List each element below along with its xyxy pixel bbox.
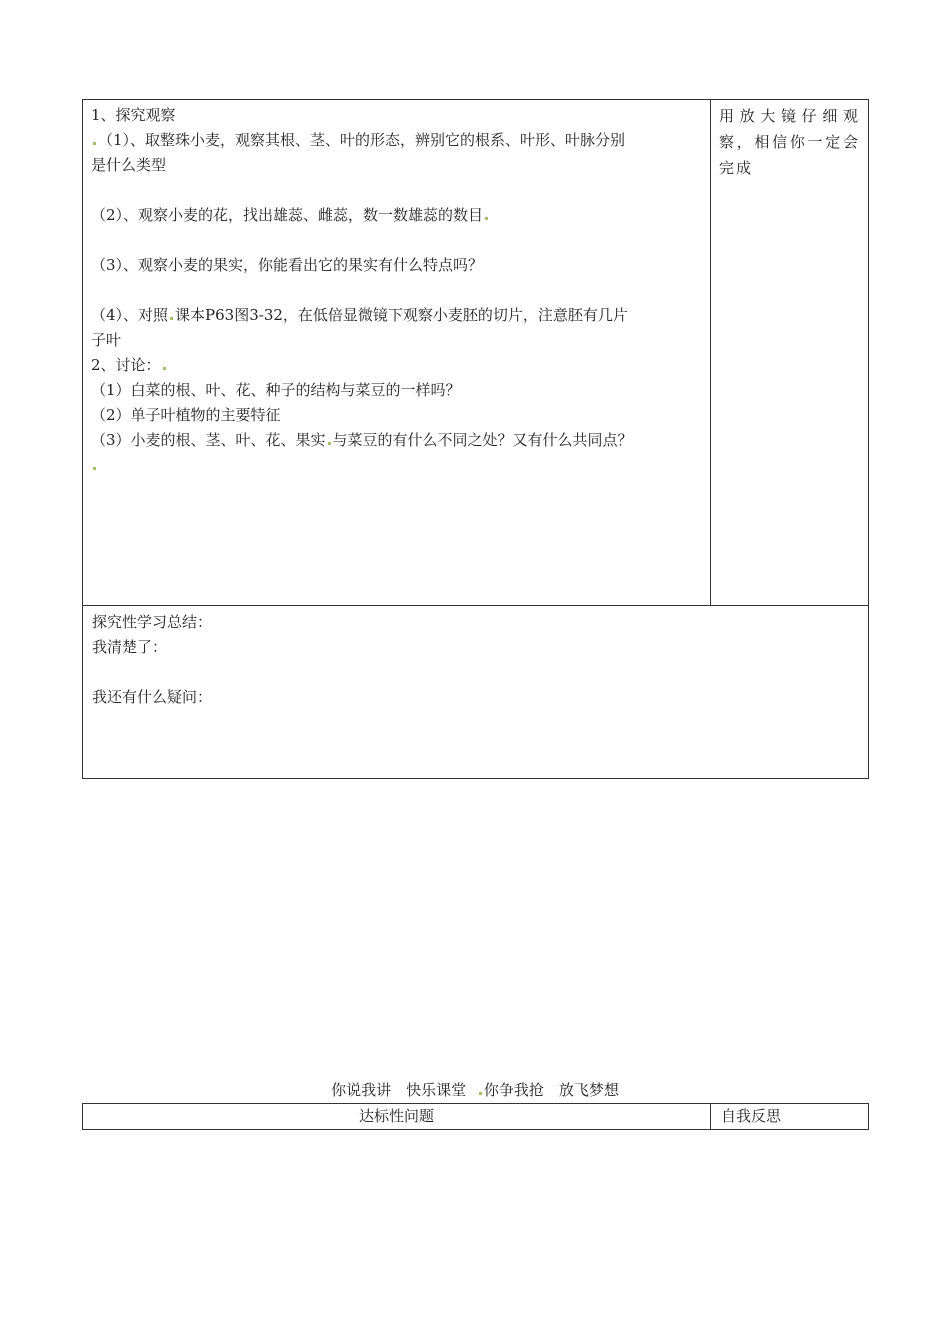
slogan [0,1079,950,1101]
discussion-3-text-b: 与菜豆的有什么不同之处？又有什么共同点？ [332,431,633,449]
slogan-part-a: 你说我讲 快乐课堂 [331,1081,467,1099]
question-3: （3）、观察小麦的果实，你能看出它的果实有什么特点吗？ [91,256,484,274]
discussion-3 [91,428,702,453]
question-2-text: （2）、观察小麦的花，找出雄蕊、雌蕊，数一数雄蕊的数目 [91,206,484,224]
edit-mark [485,217,488,220]
question-1-line1 [91,128,702,153]
section2-title-text: 2、讨论： [91,356,161,374]
summary-title: 探究性学习总结： [92,613,213,631]
question-1-line2: 是什么类型 [91,156,167,174]
summary-questions: 我还有什么疑问： [92,688,213,706]
standards-header: 达标性问题 [83,1104,711,1129]
question-4-line2: 子叶 [91,331,122,349]
edit-mark [93,142,96,145]
slogan-part-c: 争我抢 放飞梦想 [498,1081,619,1099]
summary-clear: 我清楚了： [92,638,168,656]
edit-mark [479,1092,482,1095]
reflection-header: 自我反思 [721,1107,782,1125]
edit-mark [170,317,173,320]
discussion-2: （2）单子叶植物的主要特征 [91,406,281,424]
inquiry-table [82,99,869,779]
summary-cell [83,605,868,778]
question-2 [91,203,702,228]
edit-mark [328,442,331,445]
inquiry-content-cell [83,100,711,605]
section2-title [91,353,702,378]
discussion-3-text-a: （3）小麦的根、茎、叶、花、果实 [91,431,326,449]
edit-mark [93,467,96,470]
standards-table [82,1103,869,1130]
question-4-text-a: （4）、对照 [91,306,169,324]
tip-cell: 用放大镜仔细观察，相信你一定会完成 [719,107,860,177]
question-1-text: （1）、取整珠小麦，观察其根、茎、叶的形态，辨别它的根系、叶形、叶脉分别 [98,131,626,149]
trailing-mark-line [91,453,702,478]
discussion-1: （1）白菜的根、叶、花、种子的结构与菜豆的一样吗？ [91,381,461,399]
question-4-text-b: 课本P63图3-32，在低倍显微镜下观察小麦胚的切片，注意胚有几片 [175,306,628,324]
edit-mark [163,367,166,370]
section1-title: 1、探究观察 [91,106,176,124]
question-4-line1 [91,303,702,328]
slogan-part-b: 你 [483,1081,499,1099]
